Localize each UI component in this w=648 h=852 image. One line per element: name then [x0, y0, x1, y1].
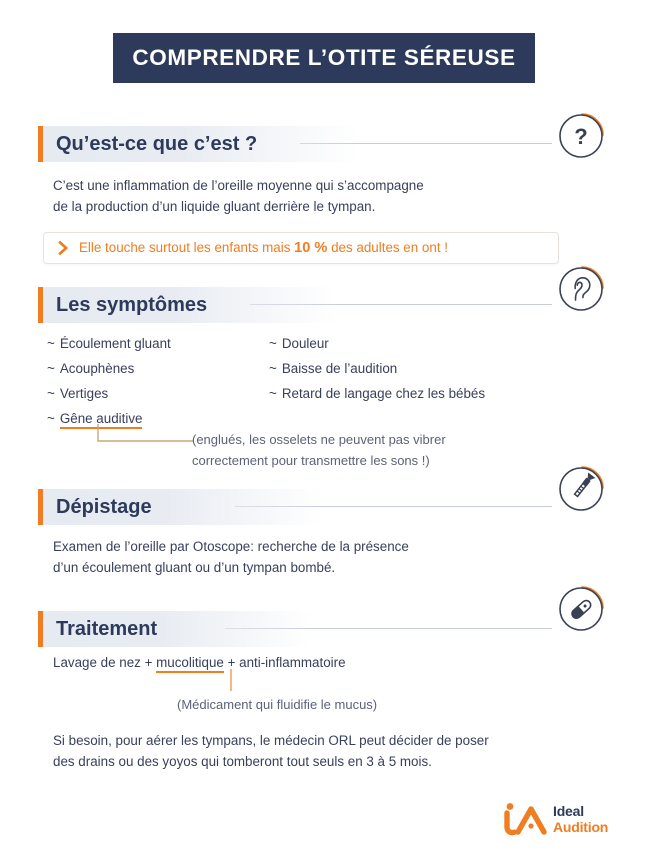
page-title-banner	[113, 33, 535, 83]
section-heading-screening	[38, 489, 323, 525]
section-heading-label: Traitement	[56, 617, 158, 640]
bullet-tilde: ~	[47, 361, 55, 376]
symptom-label-underlined: Gêne auditive	[60, 411, 143, 429]
list-item	[47, 381, 171, 406]
logo-word-audition: Audition	[553, 819, 609, 835]
section-heading-treatment	[38, 611, 313, 647]
question-mark-icon	[558, 111, 606, 159]
symptom-label: Vertiges	[59, 386, 109, 401]
callout-text-before: Elle touche surtout les enfants mais	[79, 240, 295, 255]
ideal-audition-logo-wordmark	[553, 803, 608, 835]
list-item	[269, 356, 485, 381]
symptom-label: Douleur	[281, 336, 329, 351]
bullet-tilde: ~	[269, 336, 277, 351]
section-heading-symptoms	[38, 287, 338, 323]
bullet-tilde: ~	[269, 361, 277, 376]
what-is-it-paragraph-line-2: de la production d’un liquide gluant derrière le tympan.	[53, 199, 376, 214]
symptom-label: Baisse de l’audition	[281, 361, 398, 376]
chevron-right-icon	[58, 241, 69, 255]
symptom-label: Retard de langage chez les bébés	[281, 386, 486, 401]
bullet-tilde: ~	[269, 386, 277, 401]
section-heading-label: Les symptômes	[56, 293, 208, 316]
treatment-paragraph-line-1: Si besoin, pour aérer les tympans, le médecin ORL peut décider de poser	[53, 733, 489, 748]
treatment-formula	[53, 652, 346, 673]
bullet-tilde: ~	[47, 411, 55, 426]
callout-highlight: 10 %	[294, 240, 328, 256]
treatment-underlined-term: mucolitique	[156, 655, 224, 673]
page-title: COMPRENDRE L’OTITE SÉREUSE	[132, 45, 516, 70]
bullet-tilde: ~	[47, 386, 55, 401]
screening-paragraph-line-2: d’un écoulement gluant ou d’un tympan bombé.	[53, 560, 336, 575]
treatment-annotation-connector	[228, 669, 234, 691]
symptom-annotation-line-2: correctement pour transmettre les sons !)	[192, 453, 430, 468]
symptom-list-left	[47, 331, 171, 431]
screening-paragraph-line-1: Examen de l’oreille par Otoscope: recherche de la présence	[53, 539, 409, 554]
treatment-paragraph-line-2: des drains ou des yoyos qui tomberont tout seuls en 3 à 5 mois.	[53, 754, 432, 769]
logo-word-ideal: Ideal	[553, 803, 584, 819]
symptom-list-right	[269, 331, 485, 406]
symptom-annotation-connector	[95, 424, 195, 446]
treatment-text-after: + anti-inflammatoire	[223, 655, 346, 670]
svg-text:?: ?	[574, 124, 588, 149]
section-heading-label: Dépistage	[56, 495, 152, 518]
list-item	[47, 356, 171, 381]
bullet-tilde: ~	[47, 336, 55, 351]
symptom-annotation-line-1: (englués, les osselets ne peuvent pas vibrer	[192, 432, 446, 447]
what-is-it-paragraph-line-1: C’est une inflammation de l’oreille moyenne qui s’accompagne	[53, 178, 424, 193]
section-heading-label: Qu’est-ce que c’est ?	[56, 132, 258, 155]
ear-icon	[558, 264, 606, 312]
pill-icon	[558, 584, 606, 632]
list-item	[269, 381, 485, 406]
statistic-callout	[43, 232, 559, 264]
treatment-annotation: (Médicament qui fluidifie le mucus)	[177, 697, 378, 712]
symptom-label: Écoulement gluant	[59, 336, 171, 351]
otoscope-icon	[558, 464, 606, 512]
symptom-label: Acouphènes	[59, 361, 135, 376]
treatment-text-before: Lavage de nez +	[53, 655, 157, 670]
callout-text	[79, 240, 448, 256]
list-item	[269, 331, 485, 356]
list-item	[47, 331, 171, 356]
callout-text-after: des adultes en ont !	[327, 240, 448, 255]
section-heading-what-is-it	[38, 126, 358, 162]
